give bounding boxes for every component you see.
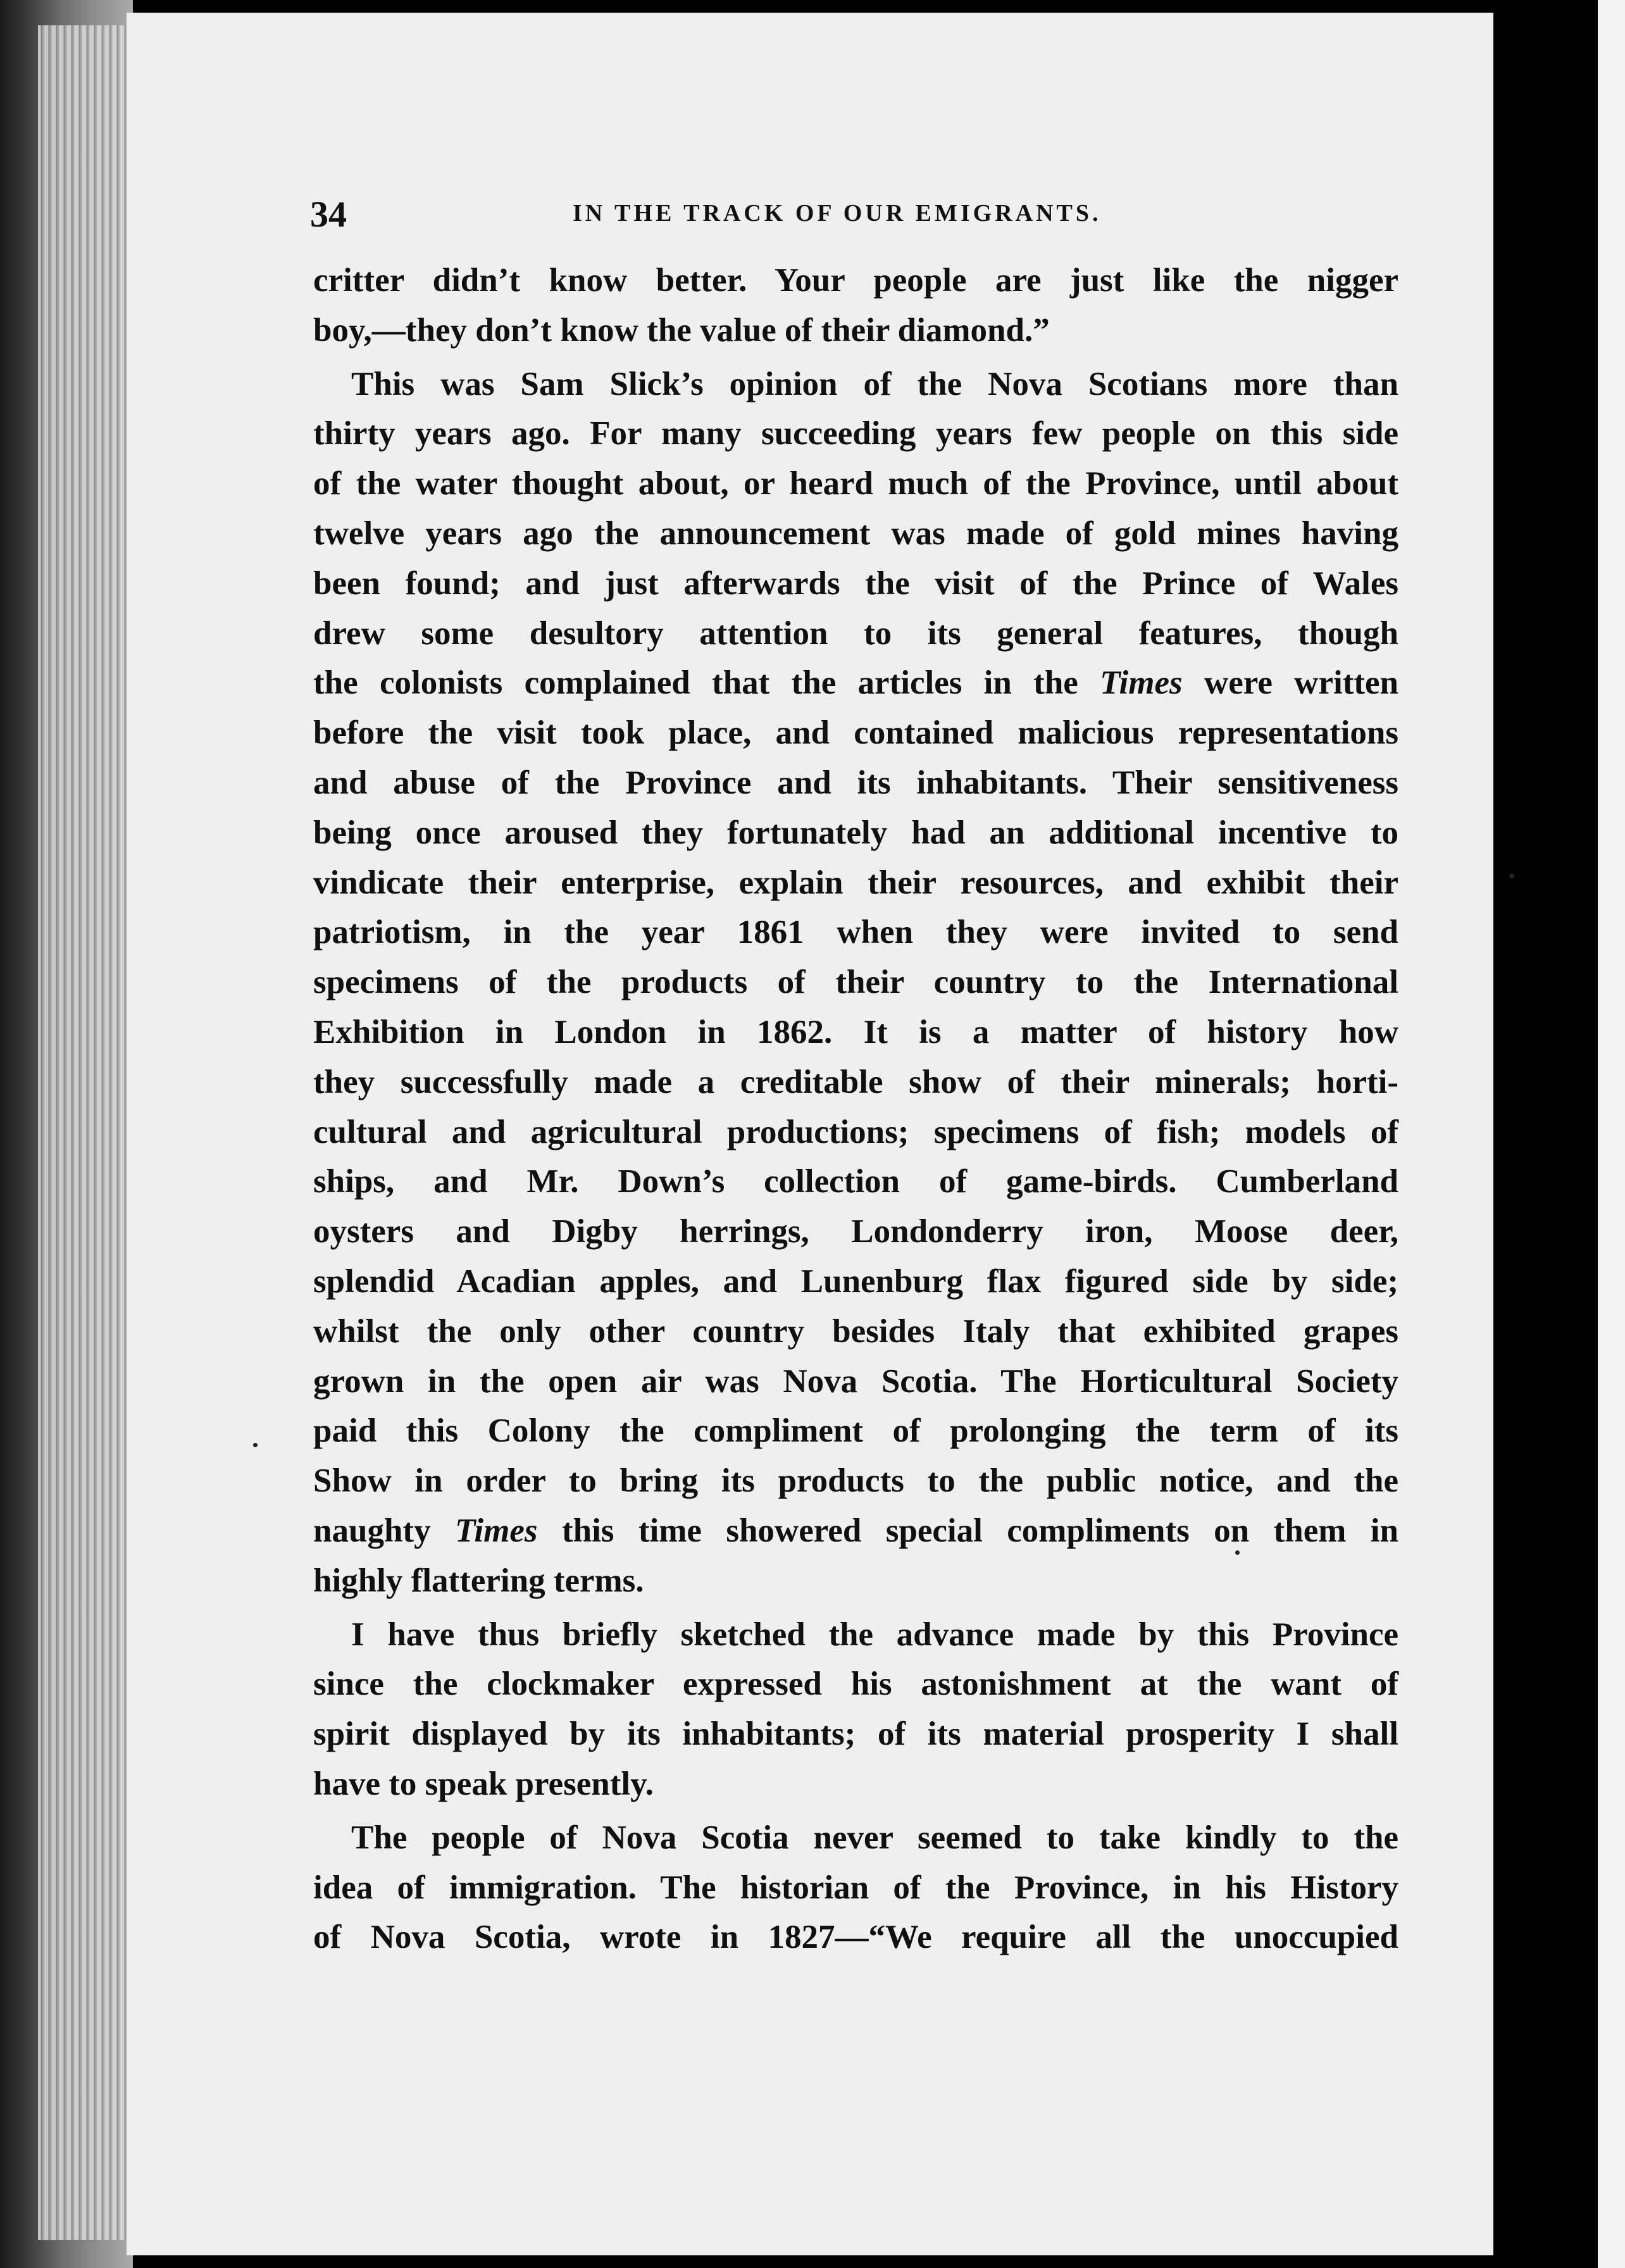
text-line — [313, 1556, 1398, 1606]
text-line-content: ships, and Mr. Down’s collection of game-birds. Cumberland — [313, 1163, 1398, 1200]
text-line-content: naughty — [313, 1512, 456, 1549]
page-number: 34 — [310, 194, 347, 235]
text-line — [313, 509, 1398, 559]
text-line — [313, 1157, 1398, 1207]
text-line — [313, 1257, 1398, 1307]
text-line-content: This was Sam Slick’s opinion of the Nova Scotians more than — [351, 365, 1398, 402]
italic-title: Times — [1100, 664, 1183, 702]
text-line — [313, 708, 1398, 758]
text-line — [313, 1107, 1398, 1157]
text-line-content: vindicate their enterprise, explain their resources, and exhibit their — [313, 864, 1398, 901]
text-line-content: The people of Nova Scotia never seemed to take kindly to the — [351, 1819, 1398, 1856]
text-line-content: specimens of the products of their country to the International — [313, 964, 1398, 1001]
page-header — [310, 193, 1398, 244]
text-line — [313, 459, 1398, 509]
scan-speck — [1509, 873, 1514, 878]
text-line-content: have to speak presently. — [313, 1765, 654, 1802]
text-line — [313, 409, 1398, 459]
text-line — [313, 808, 1398, 858]
text-line — [313, 1357, 1398, 1407]
text-line-content: highly flattering terms. — [313, 1562, 644, 1599]
text-line-content: paid this Colony the compliment of prolonging the term of its — [313, 1412, 1398, 1450]
text-line-content: and abuse of the Province and its inhabitants. Their sensitiveness — [313, 764, 1398, 801]
text-line-content: twelve years ago the announcement was made of gold mines having — [313, 514, 1398, 552]
text-line — [313, 1912, 1398, 1962]
text-line-content: idea of immigration. The historian of the Province, in his History — [313, 1869, 1398, 1906]
text-line — [313, 1007, 1398, 1057]
scan-speck — [1235, 1550, 1240, 1555]
text-line — [313, 758, 1398, 808]
text-line-content: since the clockmaker expressed his astonishment at the want of — [313, 1666, 1398, 1703]
text-line-continuation: were written — [1182, 664, 1398, 702]
text-line-content: Exhibition in London in 1862. It is a matter of history how — [313, 1013, 1398, 1050]
text-line — [313, 359, 1398, 409]
text-line-content: boy,—they don’t know the value of their diamond.” — [313, 311, 1050, 349]
text-line-content: drew some desultory attention to its general features, though — [313, 614, 1398, 652]
text-line-content: the colonists complained that the articles in the — [313, 664, 1100, 702]
text-line-content: thirty years ago. For many succeeding years few people on this side — [313, 415, 1398, 452]
body-text — [313, 256, 1398, 1962]
text-line — [313, 1456, 1398, 1506]
text-line-content: of Nova Scotia, wrote in 1827—“We require all the unoccupied — [313, 1919, 1398, 1956]
text-line — [313, 1863, 1398, 1913]
text-line — [313, 1759, 1398, 1809]
text-line — [313, 658, 1398, 708]
text-line — [313, 1659, 1398, 1709]
facing-page-edge — [1598, 0, 1625, 2268]
text-line — [313, 907, 1398, 957]
text-line-content: critter didn’t know better. Your people are just like the nigger — [313, 262, 1398, 299]
text-line-content: patriotism, in the year 1861 when they were invited to send — [313, 914, 1398, 951]
text-line-content: spirit displayed by its inhabitants; of its material prosperity I shall — [313, 1716, 1398, 1753]
text-line — [313, 1406, 1398, 1456]
text-line-content: been found; and just afterwards the visit of the Prince of Wales — [313, 564, 1398, 602]
text-line-continuation: this time showered special compliments on them in — [537, 1512, 1399, 1549]
text-line — [313, 1307, 1398, 1357]
text-line — [313, 1207, 1398, 1257]
text-line-content: grown in the open air was Nova Scotia. The Horticultural Society — [313, 1362, 1398, 1400]
text-line — [313, 559, 1398, 609]
running-head: IN THE TRACK OF OUR EMIGRANTS. — [573, 200, 1102, 227]
text-line-content: oysters and Digby herrings, Londonderry iron, Moose deer, — [313, 1213, 1398, 1250]
text-line-content: they successfully made a creditable show of their minerals; horti- — [313, 1063, 1398, 1100]
text-line — [313, 1506, 1398, 1556]
text-line-content: being once aroused they fortunately had an additional incentive to — [313, 814, 1398, 851]
text-line — [313, 1610, 1398, 1660]
text-line — [313, 1057, 1398, 1107]
text-line-content: whilst the only other country besides Italy that exhibited grapes — [313, 1312, 1398, 1350]
text-line-content: of the water thought about, or heard much of the Province, until about — [313, 465, 1398, 502]
text-line — [313, 957, 1398, 1007]
book-page-edges — [38, 25, 133, 2240]
text-line — [313, 609, 1398, 659]
text-line-content: cultural and agricultural productions; specimens of fish; models of — [313, 1113, 1398, 1150]
text-line — [313, 1709, 1398, 1759]
text-line-content: before the visit took place, and contained malicious representations — [313, 714, 1398, 752]
text-line-content: I have thus briefly sketched the advance made by this Province — [351, 1616, 1398, 1653]
text-line — [313, 1813, 1398, 1863]
text-line-content: splendid Acadian apples, and Lunenburg flax figured side by side; — [313, 1262, 1398, 1300]
scan-speck — [253, 1443, 258, 1447]
text-line — [313, 306, 1398, 356]
text-line — [313, 256, 1398, 306]
text-line-content: Show in order to bring its products to the public notice, and the — [313, 1462, 1398, 1500]
text-line — [313, 858, 1398, 908]
italic-title: Times — [455, 1512, 538, 1549]
